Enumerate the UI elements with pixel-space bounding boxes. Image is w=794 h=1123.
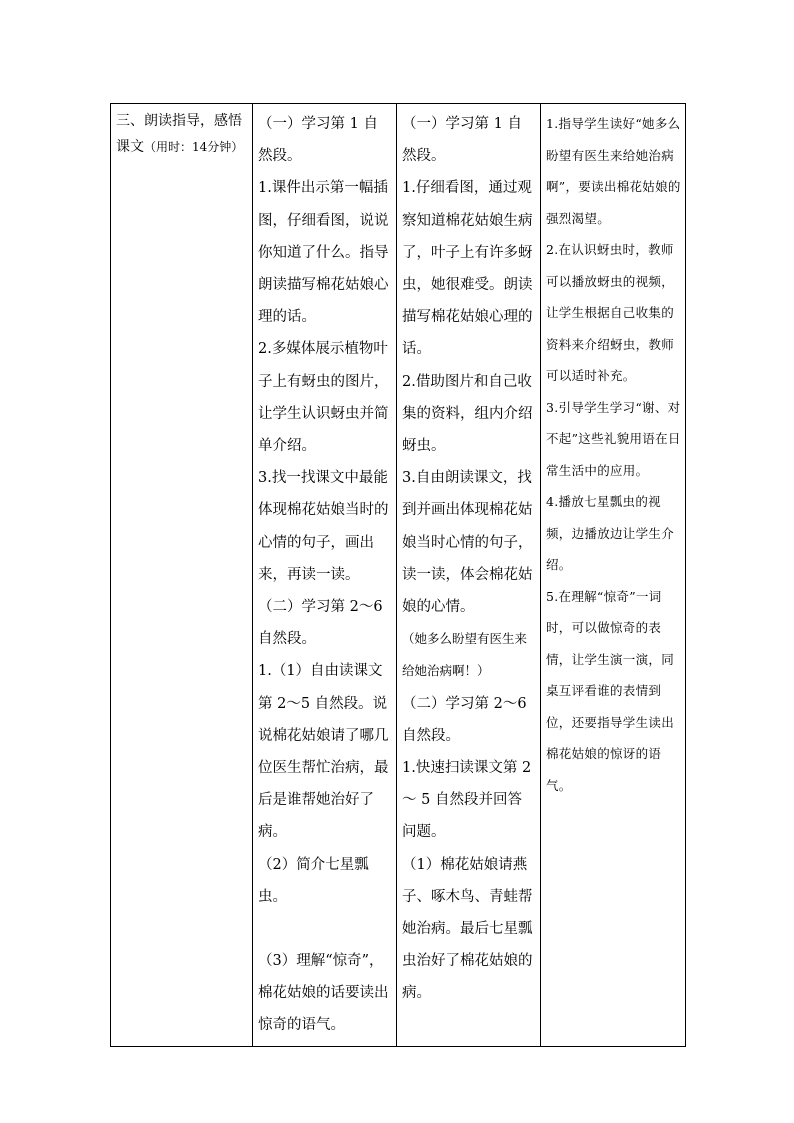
stage-title: 三、朗读指导，感悟课文 — [116, 113, 242, 155]
teacher-line: （一）学习第 1 自然段。 — [258, 116, 378, 165]
student-line-quote: （她多么盼望有医生来给她治病啊！） — [402, 631, 528, 679]
design-note: 4.播放七星瓢虫的视频，边播放边让学生介绍。 — [546, 494, 675, 572]
design-note: 2.在认识蚜虫时，教师可以播放蚜虫的视频，让学生根据自己收集的资料来介绍蚜虫，教师可以适时补充。 — [546, 242, 675, 383]
student-line: 1.仔细看图，通过观察知道棉花姑娘生病了，叶子上有许多蚜虫，她很难受。朗读描写棉花姑娘心理的话。 — [402, 180, 533, 358]
design-note: 1.指导学生读好“她多么盼望有医生来给她治病啊”，要读出棉花姑娘的强烈渴望。 — [546, 116, 681, 226]
lesson-plan-table — [110, 103, 686, 1047]
student-line: （1）棉花姑娘请燕子、啄木鸟、青蛙帮她治病。最后七星瓢虫治好了棉花姑娘的病。 — [402, 856, 533, 1002]
teacher-line: 2.多媒体展示植物叶子上有蚜虫的图片，让学生认识蚜虫并简单介绍。 — [258, 341, 389, 455]
teacher-line: 1.（1）自由读课文第 2～5 自然段。说说棉花姑娘请了哪几位医生帮忙治病，最后是谁帮她治好了病。 — [258, 663, 389, 841]
student-line: 1.快速扫读课文第 2 ～ 5 自然段并回答问题。 — [402, 760, 532, 841]
student-activities-cell — [397, 104, 541, 1047]
teacher-activities-cell — [253, 104, 397, 1047]
design-notes-cell — [541, 104, 686, 1047]
teacher-line: （二）学习第 2～6 自然段。 — [258, 599, 383, 648]
table-row — [111, 104, 686, 1047]
teacher-line: （3）理解“惊奇”，棉花姑娘的话要读出惊奇的语气。 — [258, 953, 389, 1034]
student-line: 2.借助图片和自己收集的资料，组内介绍蚜虫。 — [402, 373, 533, 455]
teacher-line: 1.课件出示第一幅插图，仔细看图，说说你知道了什么。指导朗读描写棉花姑娘心理的话。 — [258, 180, 389, 326]
design-note: 3.引导学生学习“谢、对不起”这些礼貌用语在日常生活中的应用。 — [546, 399, 681, 478]
teacher-line: 3.找一找课文中最能体现棉花姑娘当时的心情的句子，画出来，再读一读。 — [258, 470, 389, 583]
design-note: 5.在理解“惊奇”一词时，可以做惊奇的表情，让学生演一演，同桌互评看谁的表情到位，还要指导学生读出棉花姑娘的惊讶的语气。 — [546, 588, 675, 793]
stage-time-note: （用时：14分钟） — [144, 140, 244, 154]
student-line: 3.自由朗读课文，找到并画出体现棉花姑娘当时心情的句子，读一读，体会棉花姑娘的心情。 — [402, 470, 533, 616]
stage-cell — [111, 104, 253, 1047]
student-line: （一）学习第 1 自然段。 — [402, 116, 522, 165]
teacher-line: （2）简介七星瓢虫。 — [258, 856, 369, 905]
teacher-blank-line — [258, 913, 392, 945]
student-line: （二）学习第 2～6 自然段。 — [402, 695, 527, 744]
